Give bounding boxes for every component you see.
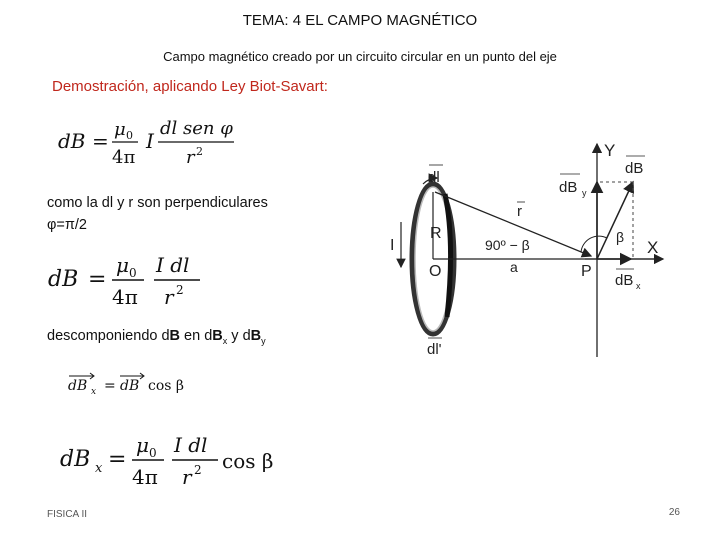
eq1-equals: = [92,129,109,153]
label-X: X [647,238,659,257]
decomp-sub-x: x [222,335,228,346]
label-O: O [429,263,442,280]
label-beta: β [616,229,625,245]
eq2-equals: = [88,267,107,292]
eq1-factor: I [146,129,154,153]
eq1-mu-sub: 0 [126,129,133,142]
eq3-equals: = [104,378,116,394]
label-a: a [510,259,518,275]
eq1-den1: 4π [112,147,136,168]
equation-perpendicular [46,248,216,310]
perpendicular-text-line2: φ=π/2 [47,217,87,233]
equation-component-x [66,368,206,400]
decomp-Bx: B [212,328,223,344]
eq4-den2-sup: 2 [194,463,202,477]
label-dB: dB [625,160,644,177]
decomp-By: B [250,328,262,344]
eq2-mu: μ [116,253,129,277]
eq1-lhs: dB [58,129,86,153]
loop-field-diagram [385,132,690,360]
equation-biot-savart [56,112,256,170]
eq1-den2: r [186,147,195,168]
page-number: 26 [668,507,680,518]
label-I: I [390,237,395,254]
eq4-mu-sub: 0 [149,446,157,460]
equation-component-x-full [58,428,278,490]
footer-course-label: FISICA II [47,509,88,520]
label-P: P [581,263,592,280]
eq4-trig: cos β [222,449,274,473]
eq1-mu: μ [114,119,126,140]
label-dBy: dB [559,179,578,196]
eq2-num2: I dl [156,253,190,277]
label-dl-bottom: dl' [427,341,442,358]
label-dl-top: dl [428,169,440,186]
label-R: R [430,225,442,242]
eq1-den2-sup: 2 [196,145,203,158]
eq4-lhs-sub: x [95,461,103,476]
demonstration-heading: Demostración, aplicando Ley Biot-Savart: [52,78,328,95]
eq4-den2: r [182,465,192,489]
eq4-den1: 4π [132,465,158,489]
label-dBx: dB [615,272,634,289]
label-r: r [517,203,522,220]
eq1-num2: dl sen φ [160,118,233,139]
eq2-den2: r [164,285,174,309]
eq2-mu-sub: 0 [129,266,137,280]
eq4-num2: I dl [174,433,208,457]
decomp-mid: en d [180,328,213,344]
eq3-lhs: dB [68,378,88,394]
label-dBy-sub: y [582,188,587,198]
decomposition-text [47,326,266,351]
decomp-sub-y: y [261,335,266,346]
slide-subtitle: Campo magnético creado por un circuito circular en un punto del eje [163,49,557,64]
dB-vector [597,182,633,259]
eq3-trig: cos β [148,378,184,394]
label-angle-90: 90º − β [485,237,530,253]
decomp-prefix: descomponiendo d [47,328,170,344]
label-dBx-sub: x [636,281,641,291]
eq3-lhs-sub: x [91,387,97,397]
decomp-and: y d [227,328,251,344]
decomp-B: B [169,328,181,344]
eq4-lhs: dB [60,447,91,472]
eq2-den1: 4π [112,285,138,309]
eq4-mu: μ [136,433,149,457]
eq4-equals: = [108,447,127,472]
perpendicular-text-line1: como la dl y r son perpendiculares [47,195,268,211]
label-Y: Y [604,141,616,160]
eq3-rhs: dB [120,378,140,394]
eq2-lhs: dB [48,267,79,292]
eq2-den2-sup: 2 [176,283,184,297]
slide-title: TEMA: 4 EL CAMPO MAGNÉTICO [242,12,478,29]
